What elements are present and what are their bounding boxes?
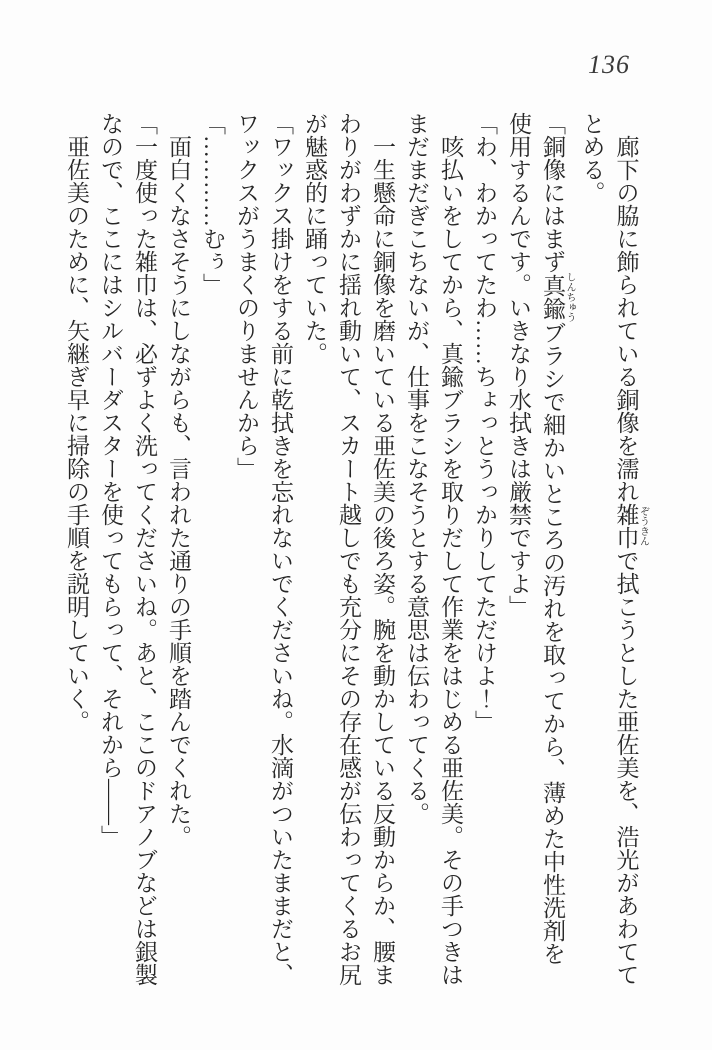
page-number: 136 xyxy=(588,50,630,79)
furigana-term: 真鍮 しんちゅう xyxy=(540,272,575,322)
paragraph-2-dialogue: 「銅像にはまず真鍮 しんちゅうブラシで細かいところの汚れを取ってから、薄めた中性洗剤を使用するんです。いきなり水拭きは厳禁ですよ」 xyxy=(506,112,575,965)
text-block xyxy=(59,112,648,986)
paragraph-9-dialogue: 「一度使った雑巾は、必ずよく洗ってくださいね。あと、ここのドアノブなどは銀製なので、ここにはシルバーダスターを使ってもらって、それから――」 xyxy=(98,112,157,986)
paragraph-3-dialogue: 「わ、わかってたわ……ちょっとうっかりしてただけよ！」 xyxy=(472,112,497,733)
paragraph-1-narration: 廊下の脇に飾られている銅像を濡れ雑巾 ぞうきんで拭こうとした亜佐美を、浩光があわててとめる。 xyxy=(579,112,649,986)
paragraph-4-narration: 咳払いをしてから、真鍮ブラシを取りだして作業をはじめる亜佐美。その手つきはまだまだぎこちないが、仕事をこなそうとする意思は伝わってくる。 xyxy=(404,112,463,986)
paragraph-5-narration: 一生懸命に銅像を磨いている亜佐美の後ろ姿。腕を動かしている反動からか、腰まわりがわずかに揺れ動いて、スカート越しでも充分にその存在感が伝わってくるお尻が魅惑的に踊っていた。 xyxy=(302,112,395,986)
paragraph-7-dialogue: 「…………むぅ」 xyxy=(200,112,225,296)
paragraph-6-dialogue: 「ワックス掛けをする前に乾拭きを忘れないでくださいね。水滴がついたままだと、ワックスがうまくのりませんから」 xyxy=(234,112,293,986)
furigana-term: 雑巾 ぞうきん xyxy=(613,503,649,549)
paragraph-10-narration: 亜佐美のために、矢継ぎ早に掃除の手順を説明していく。 xyxy=(64,135,89,733)
furigana-reading: しんちゅう xyxy=(564,272,575,322)
furigana-reading: ぞうきん xyxy=(637,503,649,549)
paragraph-8-narration: 面白くなさそうにしながらも、言われた通りの手順を踏んでくれた。 xyxy=(166,135,191,848)
